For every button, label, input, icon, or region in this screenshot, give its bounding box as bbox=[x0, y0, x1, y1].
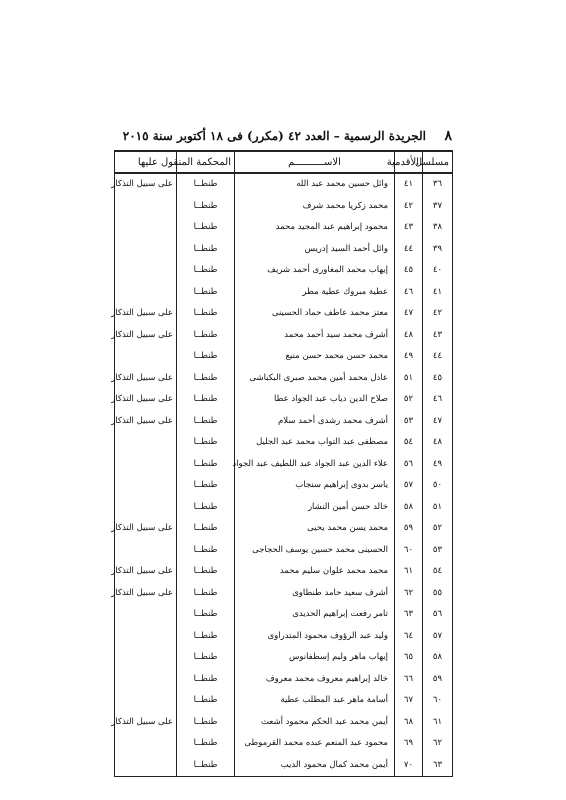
table-row bbox=[115, 583, 453, 605]
cell-serial: ٤٢ bbox=[423, 303, 453, 325]
cell-name: أيمن محمد عبد الحكم محمود أشعث bbox=[235, 712, 395, 734]
cell-note bbox=[115, 454, 177, 476]
cell-serial: ٤٦ bbox=[423, 389, 453, 411]
cell-court: طنطــا bbox=[177, 733, 235, 755]
cell-court: طنطــا bbox=[177, 260, 235, 282]
cell-name: أسامة ماهر عبد المطلب عطية bbox=[235, 690, 395, 712]
cell-name: خالد إبراهيم معروف محمد معروف bbox=[235, 669, 395, 691]
cell-serial: ٥٩ bbox=[423, 669, 453, 691]
cell-note bbox=[115, 604, 177, 626]
table-row bbox=[115, 432, 453, 454]
cell-note bbox=[115, 755, 177, 777]
cell-seniority: ٤١ bbox=[395, 173, 423, 196]
cell-court: طنطــا bbox=[177, 755, 235, 777]
cell-note bbox=[115, 475, 177, 497]
cell-seniority: ٦٧ bbox=[395, 690, 423, 712]
cell-name: إيهاب محمد المغاورى أحمد شريف bbox=[235, 260, 395, 282]
cell-court: طنطــا bbox=[177, 583, 235, 605]
cell-serial: ٦١ bbox=[423, 712, 453, 734]
cell-name: عادل محمد أمين محمد صبرى البكباشى bbox=[235, 368, 395, 390]
cell-seniority: ٥٢ bbox=[395, 389, 423, 411]
cell-name: تامر رفعت إبراهيم الحديدى bbox=[235, 604, 395, 626]
cell-name: الحسينى محمد حسين يوسف الحجاجى bbox=[235, 540, 395, 562]
cell-court: طنطــا bbox=[177, 196, 235, 218]
cell-court: طنطــا bbox=[177, 604, 235, 626]
col-header-court: المحكمة المنقول عليها bbox=[177, 151, 235, 173]
cell-note: على سبيل التذكار bbox=[115, 583, 177, 605]
cell-court: طنطــا bbox=[177, 518, 235, 540]
cell-serial: ٤٨ bbox=[423, 432, 453, 454]
cell-court: طنطــا bbox=[177, 454, 235, 476]
col-header-serial: مسلسل bbox=[423, 151, 453, 173]
cell-note: على سبيل التذكار bbox=[115, 173, 177, 196]
cell-note bbox=[115, 647, 177, 669]
cell-seniority: ٤٥ bbox=[395, 260, 423, 282]
cell-court: طنطــا bbox=[177, 712, 235, 734]
cell-seniority: ٥١ bbox=[395, 368, 423, 390]
table-row bbox=[115, 518, 453, 540]
cell-serial: ٥٨ bbox=[423, 647, 453, 669]
cell-seniority: ٥٦ bbox=[395, 454, 423, 476]
cell-serial: ٥٦ bbox=[423, 604, 453, 626]
table-header-row bbox=[115, 151, 453, 173]
cell-note: على سبيل التذكار bbox=[115, 518, 177, 540]
cell-serial: ٤٩ bbox=[423, 454, 453, 476]
cell-court: طنطــا bbox=[177, 303, 235, 325]
cell-seniority: ٤٨ bbox=[395, 325, 423, 347]
cell-serial: ٥١ bbox=[423, 497, 453, 519]
cell-serial: ٤٣ bbox=[423, 325, 453, 347]
cell-note: على سبيل التذكار bbox=[115, 325, 177, 347]
cell-note: على سبيل التذكار bbox=[115, 561, 177, 583]
table-row bbox=[115, 475, 453, 497]
cell-note bbox=[115, 432, 177, 454]
table-row bbox=[115, 411, 453, 433]
col-header-name: الاســــــــــم bbox=[235, 151, 395, 173]
cell-seniority: ٦٦ bbox=[395, 669, 423, 691]
cell-name: أشرف سعيد حامد طنطاوى bbox=[235, 583, 395, 605]
cell-note bbox=[115, 196, 177, 218]
cell-seniority: ٤٧ bbox=[395, 303, 423, 325]
cell-court: طنطــا bbox=[177, 346, 235, 368]
cell-name: مصطفى عبد التواب محمد عبد الجليل bbox=[235, 432, 395, 454]
table-row bbox=[115, 239, 453, 261]
cell-name: محمد يسن محمد يحيى bbox=[235, 518, 395, 540]
cell-name: محمد زكريا محمد شرف bbox=[235, 196, 395, 218]
cell-note: على سبيل التذكار bbox=[115, 411, 177, 433]
table-row bbox=[115, 755, 453, 777]
cell-court: طنطــا bbox=[177, 647, 235, 669]
cell-name: محمود عبد المنعم عبده محمد القرموطى bbox=[235, 733, 395, 755]
cell-name: خالد حسن أمين النشار bbox=[235, 497, 395, 519]
cell-name: وائل أحمد السيد إدريس bbox=[235, 239, 395, 261]
cell-note bbox=[115, 217, 177, 239]
cell-serial: ٤٥ bbox=[423, 368, 453, 390]
cell-seniority: ٤٦ bbox=[395, 282, 423, 304]
cell-seniority: ٦٢ bbox=[395, 583, 423, 605]
cell-note bbox=[115, 626, 177, 648]
cell-serial: ٥٤ bbox=[423, 561, 453, 583]
cell-name: وائل حسين محمد عبد الله bbox=[235, 173, 395, 196]
cell-seniority: ٦٨ bbox=[395, 712, 423, 734]
table-row bbox=[115, 217, 453, 239]
cell-serial: ٦٠ bbox=[423, 690, 453, 712]
cell-note bbox=[115, 669, 177, 691]
table-row bbox=[115, 303, 453, 325]
cell-name: ياسر بدوى إبراهيم سنجاب bbox=[235, 475, 395, 497]
col-header-seniority: الأقدمية bbox=[395, 151, 423, 173]
cell-seniority: ٥٩ bbox=[395, 518, 423, 540]
cell-serial: ٣٨ bbox=[423, 217, 453, 239]
table-row bbox=[115, 604, 453, 626]
cell-court: طنطــا bbox=[177, 325, 235, 347]
table-row bbox=[115, 733, 453, 755]
cell-name: محمود إبراهيم عبد المجيد محمد bbox=[235, 217, 395, 239]
cell-court: طنطــا bbox=[177, 411, 235, 433]
cell-seniority: ٦١ bbox=[395, 561, 423, 583]
transfer-table bbox=[111, 150, 453, 777]
cell-serial: ٤٤ bbox=[423, 346, 453, 368]
cell-court: طنطــا bbox=[177, 475, 235, 497]
cell-court: طنطــا bbox=[177, 239, 235, 261]
cell-seniority: ٥٣ bbox=[395, 411, 423, 433]
cell-seniority: ٧٠ bbox=[395, 755, 423, 777]
cell-court: طنطــا bbox=[177, 173, 235, 196]
table-row bbox=[115, 260, 453, 282]
cell-court: طنطــا bbox=[177, 669, 235, 691]
cell-note bbox=[115, 260, 177, 282]
cell-name: صلاح الدين دياب عبد الجواد عطا bbox=[235, 389, 395, 411]
cell-note bbox=[115, 497, 177, 519]
cell-seniority: ٦٥ bbox=[395, 647, 423, 669]
cell-seniority: ٤٩ bbox=[395, 346, 423, 368]
cell-court: طنطــا bbox=[177, 217, 235, 239]
cell-court: طنطــا bbox=[177, 282, 235, 304]
cell-name: أشرف محمد رشدى أحمد سلام bbox=[235, 411, 395, 433]
cell-name: عطية مبروك عطية مطر bbox=[235, 282, 395, 304]
cell-court: طنطــا bbox=[177, 690, 235, 712]
cell-note bbox=[115, 690, 177, 712]
page-header bbox=[114, 128, 452, 148]
cell-seniority: ٦٠ bbox=[395, 540, 423, 562]
cell-court: طنطــا bbox=[177, 497, 235, 519]
cell-seniority: ٦٩ bbox=[395, 733, 423, 755]
cell-serial: ٥٥ bbox=[423, 583, 453, 605]
cell-note: على سبيل التذكار bbox=[115, 389, 177, 411]
table-row bbox=[115, 346, 453, 368]
cell-serial: ٣٩ bbox=[423, 239, 453, 261]
cell-serial: ٦٢ bbox=[423, 733, 453, 755]
cell-name: إيهاب ماهر وليم إسطفانوس bbox=[235, 647, 395, 669]
cell-note bbox=[115, 239, 177, 261]
cell-note: على سبيل التذكار bbox=[115, 303, 177, 325]
table-row bbox=[115, 196, 453, 218]
table-row bbox=[115, 690, 453, 712]
cell-serial: ٣٦ bbox=[423, 173, 453, 196]
table-row bbox=[115, 626, 453, 648]
cell-serial: ٦٣ bbox=[423, 755, 453, 777]
cell-court: طنطــا bbox=[177, 626, 235, 648]
cell-serial: ٥٧ bbox=[423, 626, 453, 648]
cell-note bbox=[115, 346, 177, 368]
table-row bbox=[115, 540, 453, 562]
cell-serial: ٥٢ bbox=[423, 518, 453, 540]
table-row bbox=[115, 454, 453, 476]
cell-note bbox=[115, 540, 177, 562]
cell-serial: ٥٣ bbox=[423, 540, 453, 562]
cell-name: أيمن محمد كمال محمود الديب bbox=[235, 755, 395, 777]
cell-court: طنطــا bbox=[177, 561, 235, 583]
cell-note: على سبيل التذكار bbox=[115, 712, 177, 734]
cell-name: معتز محمد عاطف حماد الحسينى bbox=[235, 303, 395, 325]
cell-name: علاء الدين عبد الجواد عبد اللطيف عبد الجواد bbox=[235, 454, 395, 476]
cell-seniority: ٥٨ bbox=[395, 497, 423, 519]
cell-note: على سبيل التذكار bbox=[115, 368, 177, 390]
table-row bbox=[115, 368, 453, 390]
cell-name: أشرف محمد سيد أحمد محمد bbox=[235, 325, 395, 347]
cell-seniority: ٤٢ bbox=[395, 196, 423, 218]
cell-seniority: ٦٣ bbox=[395, 604, 423, 626]
table-row bbox=[115, 712, 453, 734]
cell-court: طنطــا bbox=[177, 432, 235, 454]
cell-serial: ٤٧ bbox=[423, 411, 453, 433]
cell-seniority: ٥٧ bbox=[395, 475, 423, 497]
cell-name: وليد عبد الرؤوف محمود المتدراوى bbox=[235, 626, 395, 648]
cell-seniority: ٤٤ bbox=[395, 239, 423, 261]
table-row bbox=[115, 497, 453, 519]
cell-seniority: ٤٣ bbox=[395, 217, 423, 239]
table-row bbox=[115, 173, 453, 196]
table-row bbox=[115, 282, 453, 304]
cell-court: طنطــا bbox=[177, 368, 235, 390]
cell-court: طنطــا bbox=[177, 389, 235, 411]
cell-court: طنطــا bbox=[177, 540, 235, 562]
gazette-title: الجريدة الرسمية – العدد ٤٢ (مكرر) فى ١٨ أكتوبر سنة ٢٠١٥ bbox=[122, 129, 426, 143]
cell-note bbox=[115, 733, 177, 755]
cell-serial: ٤٠ bbox=[423, 260, 453, 282]
cell-seniority: ٦٤ bbox=[395, 626, 423, 648]
cell-name: محمد حسن محمد حسن منيع bbox=[235, 346, 395, 368]
cell-note bbox=[115, 282, 177, 304]
table-row bbox=[115, 389, 453, 411]
table-row bbox=[115, 561, 453, 583]
cell-serial: ٤١ bbox=[423, 282, 453, 304]
page-number: ٨ bbox=[444, 128, 452, 144]
cell-seniority: ٥٤ bbox=[395, 432, 423, 454]
table-row bbox=[115, 647, 453, 669]
table-row bbox=[115, 669, 453, 691]
cell-serial: ٣٧ bbox=[423, 196, 453, 218]
cell-name: محمد محمد علوان سليم محمد bbox=[235, 561, 395, 583]
cell-serial: ٥٠ bbox=[423, 475, 453, 497]
table-row bbox=[115, 325, 453, 347]
